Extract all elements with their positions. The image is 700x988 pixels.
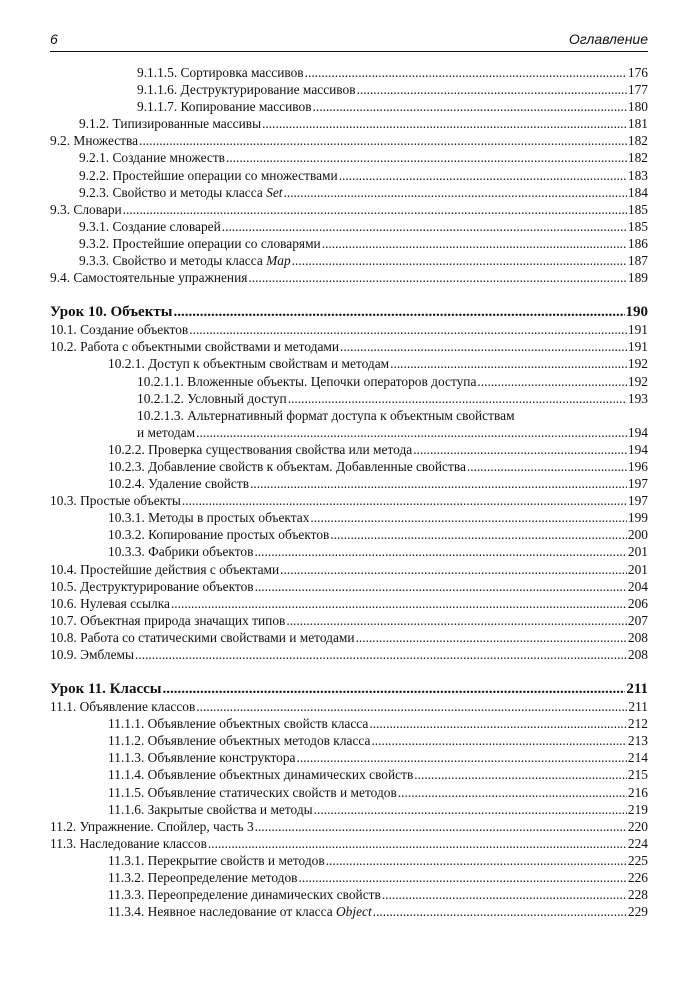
toc-page-number: 206	[627, 595, 648, 611]
toc-page-number: 225	[627, 852, 648, 868]
toc-entry-text: 9.1.1.6. Деструктурирование массивов	[137, 82, 356, 98]
toc-entry-title	[50, 492, 181, 509]
toc-entry-title	[50, 595, 170, 612]
toc-page-number: 183	[627, 167, 648, 183]
toc-page-number: 226	[627, 870, 648, 886]
toc-entry-text: 11.3.1. Перекрытие свойств и методов	[108, 852, 325, 868]
dot-leader	[286, 612, 627, 629]
toc-entry-text: 10.2.3. Добавление свойств к объектам. Добавленные свойства	[108, 458, 466, 474]
toc-chapter-entry	[50, 303, 648, 321]
toc-entry	[50, 852, 648, 869]
toc-entry-title	[108, 509, 309, 526]
toc-entry-text: 11.2. Упражнение. Спойлер, часть 3	[50, 818, 254, 834]
toc-page-number: 193	[627, 390, 648, 406]
toc-page-number: 219	[627, 801, 648, 817]
toc-entry-title	[137, 98, 312, 115]
toc-entry-text: 11.1.2. Объявление объектных методов класса	[108, 733, 371, 749]
toc-entry	[50, 201, 648, 218]
dot-leader	[182, 492, 627, 509]
toc-entry-title	[50, 612, 285, 629]
toc-entry	[50, 218, 648, 235]
toc-entry-title	[50, 269, 247, 286]
dot-leader	[326, 852, 627, 869]
toc-entry	[50, 595, 648, 612]
toc-entry-title	[108, 441, 412, 458]
toc-page-number: 192	[627, 356, 648, 372]
toc-entry-text: 11.3.3. Переопределение динамических свойств	[108, 887, 381, 903]
running-title: Оглавление	[568, 31, 648, 47]
toc-entry-title	[50, 321, 188, 338]
toc-entry-title	[50, 680, 162, 698]
dot-leader	[467, 458, 627, 475]
table-of-contents	[50, 64, 648, 920]
toc-entry-title	[50, 698, 195, 715]
toc-entry	[50, 801, 648, 818]
toc-entry	[50, 869, 648, 886]
dot-leader	[330, 526, 627, 543]
toc-entry-title	[108, 886, 381, 903]
toc-entry	[50, 98, 648, 115]
toc-entry	[50, 886, 648, 903]
toc-page-number: 211	[626, 681, 648, 698]
toc-entry	[50, 407, 648, 424]
toc-entry-title	[108, 784, 397, 801]
toc-page-number: 180	[627, 99, 648, 115]
toc-page-number: 220	[627, 818, 648, 834]
toc-entry-title	[79, 184, 282, 201]
toc-entry-title	[50, 561, 279, 578]
toc-entry-title	[108, 715, 368, 732]
toc-entry-text: 11.1.3. Объявление конструктора	[108, 750, 296, 766]
toc-page-number: 181	[627, 116, 648, 132]
toc-entry-text: 9.3. Словари	[50, 201, 122, 217]
toc-entry-text: 9.4. Самостоятельные упражнения	[50, 270, 248, 286]
toc-entry-title	[108, 749, 296, 766]
toc-page-number: 187	[627, 253, 648, 269]
toc-page-number: 185	[627, 201, 648, 217]
dot-leader	[390, 355, 627, 372]
toc-entry	[50, 818, 648, 835]
toc-entry	[50, 698, 648, 715]
toc-page-number: 176	[627, 65, 648, 80]
toc-page-number: 191	[627, 322, 648, 338]
dot-leader	[171, 595, 627, 612]
dot-leader	[292, 252, 627, 269]
toc-entry	[50, 64, 648, 81]
toc-entry-title	[50, 338, 339, 355]
toc-page-number: 194	[627, 441, 648, 457]
toc-entry-text: Урок 10. Объекты	[50, 304, 173, 321]
toc-entry	[50, 784, 648, 801]
toc-page-number: 186	[627, 235, 648, 251]
toc-entry-title	[137, 424, 195, 441]
toc-page-number: 197	[627, 476, 648, 492]
toc-entry-title	[108, 458, 466, 475]
toc-entry-title	[79, 115, 261, 132]
dot-leader	[139, 132, 627, 149]
toc-entry	[50, 732, 648, 749]
toc-page-number: 184	[627, 184, 648, 200]
toc-entry-text: 11.1.4. Объявление объектных динамических свойств	[108, 767, 414, 783]
toc-entry-text: 9.1.2. Типизированные массивы	[79, 116, 262, 132]
toc-entry-title	[79, 167, 338, 184]
dot-leader	[283, 184, 626, 201]
toc-entry	[50, 835, 648, 852]
toc-entry	[50, 509, 648, 526]
toc-entry-title	[50, 818, 254, 835]
toc-entry	[50, 561, 648, 578]
dot-leader	[163, 680, 626, 698]
toc-entry-text: 11.1. Объявление классов	[50, 699, 196, 715]
dot-leader	[314, 801, 627, 818]
dot-leader	[369, 715, 627, 732]
toc-entry-italic-text: Object	[336, 904, 372, 920]
toc-page-number: 214	[627, 750, 648, 766]
toc-entry	[50, 715, 648, 732]
toc-entry-title	[50, 629, 355, 646]
dot-leader	[254, 543, 626, 560]
page-header	[50, 31, 648, 51]
toc-entry	[50, 321, 648, 338]
toc-entry-text: 10.2.1.1. Вложенные объекты. Цепочки операторов доступа	[137, 373, 477, 389]
dot-leader	[313, 98, 627, 115]
toc-page-number: 185	[627, 218, 648, 234]
toc-entry-title	[137, 81, 356, 98]
page-number: 6	[50, 31, 58, 47]
toc-page-number: 197	[627, 493, 648, 509]
dot-leader	[255, 578, 627, 595]
toc-page-number: 182	[627, 133, 648, 149]
toc-entry	[50, 338, 648, 355]
toc-page-number: 208	[627, 629, 648, 645]
toc-entry-text: 10.2.1. Доступ к объектным свойствам и методам	[108, 356, 390, 372]
dot-leader	[255, 818, 627, 835]
toc-entry-title	[79, 149, 225, 166]
toc-entry-title	[79, 252, 291, 269]
toc-entry-text: 9.3.2. Простейшие операции со словарями	[79, 235, 321, 251]
toc-page-number: 216	[627, 784, 648, 800]
toc-page-number: 215	[627, 767, 648, 783]
toc-entry-title	[79, 235, 321, 252]
toc-entry-text: 11.3. Наследование классов	[50, 835, 207, 851]
toc-entry	[50, 132, 648, 149]
toc-entry-title	[137, 390, 287, 407]
toc-page-number: 196	[627, 458, 648, 474]
toc-page-number: 204	[627, 578, 648, 594]
dot-leader	[356, 629, 627, 646]
toc-entry-text: 10.3.3. Фабрики объектов	[108, 544, 254, 560]
toc-entry	[50, 578, 648, 595]
toc-entry-text: 10.7. Объектная природа значащих типов	[50, 612, 286, 628]
toc-entry-text: 9.2.2. Простейшие операции со множествами	[79, 167, 338, 183]
toc-entry-text: 10.9. Эмблемы	[50, 647, 135, 662]
toc-page-number: 189	[627, 270, 648, 286]
toc-entry-title	[50, 646, 134, 663]
toc-page-number: 194	[627, 424, 648, 440]
toc-entry-text: 9.1.1.5. Сортировка массивов	[137, 65, 304, 80]
dot-leader	[280, 561, 627, 578]
toc-entry-text: 10.3. Простые объекты	[50, 493, 181, 509]
toc-entry-title	[79, 218, 221, 235]
toc-entry-text: и методам	[137, 424, 196, 440]
toc-entry-italic-text: Map	[266, 253, 291, 269]
toc-entry-text: 10.2.4. Удаление свойств	[108, 476, 250, 492]
toc-entry-title	[108, 475, 249, 492]
toc-page-number: 201	[627, 544, 648, 560]
toc-entry	[50, 149, 648, 166]
toc-entry	[50, 441, 648, 458]
toc-entry	[50, 766, 648, 783]
toc-entry-title	[50, 201, 122, 218]
toc-entry-text: 9.2.3. Свойство и методы класса	[79, 184, 267, 200]
toc-entry-text: 11.1.6. Закрытые свойства и методы	[108, 801, 313, 817]
toc-entry-title	[50, 835, 207, 852]
toc-entry-title	[108, 869, 298, 886]
dot-leader	[340, 338, 627, 355]
toc-page-number: 207	[627, 612, 648, 628]
toc-entry-text: 10.6. Нулевая ссылка	[50, 595, 170, 611]
toc-entry-title	[108, 766, 413, 783]
dot-leader	[196, 698, 627, 715]
toc-page-number: 224	[627, 835, 648, 851]
dot-leader	[357, 81, 627, 98]
toc-chapter-entry	[50, 680, 648, 698]
header-rule	[50, 51, 648, 52]
toc-entry	[50, 612, 648, 629]
dot-leader	[248, 269, 626, 286]
toc-entry-italic-text: Set	[266, 184, 283, 200]
toc-page-number: 191	[627, 339, 648, 355]
dot-leader	[288, 390, 627, 407]
toc-entry	[50, 749, 648, 766]
toc-page-number: 229	[627, 904, 648, 920]
toc-entry-title	[108, 526, 329, 543]
dot-leader	[373, 903, 627, 920]
dot-leader	[339, 167, 627, 184]
dot-leader	[226, 149, 627, 166]
toc-page-number: 182	[627, 150, 648, 166]
toc-entry-text: 11.3.4. Неявное наследование от класса	[108, 904, 336, 920]
dot-leader	[196, 424, 627, 441]
dot-leader	[398, 784, 627, 801]
toc-entry-text: 10.3.1. Методы в простых объектах	[108, 510, 310, 526]
toc-entry	[50, 492, 648, 509]
toc-entry	[50, 81, 648, 98]
toc-entry-text: 9.1.1.7. Копирование массивов	[137, 99, 312, 115]
toc-entry-text: 10.2.1.3. Альтернативный формат доступа к объектным свойствам	[137, 407, 515, 423]
toc-entry-text: 10.2.2. Проверка существования свойства или метода	[108, 441, 413, 457]
dot-leader	[297, 749, 627, 766]
dot-leader	[322, 235, 627, 252]
toc-entry-title	[50, 132, 138, 149]
toc-entry-title	[108, 355, 389, 372]
toc-entry	[50, 184, 648, 201]
toc-entry-text: 10.8. Работа со статическими свойствами и методами	[50, 629, 355, 645]
toc-page-number: 212	[627, 716, 648, 732]
dot-leader	[135, 646, 627, 663]
dot-leader	[189, 321, 627, 338]
toc-entry-text: 9.3.3. Свойство и методы класса	[79, 253, 267, 269]
dot-leader	[262, 115, 627, 132]
toc-entry	[50, 526, 648, 543]
toc-entry	[50, 424, 648, 441]
toc-entry	[50, 543, 648, 560]
toc-entry-text: 9.2.1. Создание множеств	[79, 150, 226, 166]
dot-leader	[222, 218, 627, 235]
toc-page-number: 201	[627, 561, 648, 577]
toc-entry	[50, 252, 648, 269]
toc-entry	[50, 373, 648, 390]
toc-entry-text: 11.1.5. Объявление статических свойств и методов	[108, 784, 397, 800]
toc-page-number: 200	[627, 527, 648, 543]
toc-entry	[50, 235, 648, 252]
dot-leader	[477, 373, 626, 390]
toc-entry-title	[137, 373, 476, 390]
toc-entry-title	[50, 303, 172, 321]
toc-entry-text: 10.4. Простейшие действия с объектами	[50, 561, 280, 577]
toc-page-number: 228	[627, 887, 648, 903]
dot-leader	[299, 869, 627, 886]
dot-leader	[173, 303, 624, 321]
dot-leader	[414, 766, 627, 783]
toc-entry	[50, 355, 648, 372]
toc-entry-title	[108, 543, 253, 560]
toc-entry-text: 11.1.1. Объявление объектных свойств класса	[108, 716, 369, 732]
toc-page-number: 192	[627, 373, 648, 389]
toc-entry	[50, 629, 648, 646]
dot-leader	[413, 441, 627, 458]
toc-page-number: 208	[627, 647, 648, 662]
dot-leader	[305, 64, 627, 81]
toc-entry-text: 9.3.1. Создание словарей	[79, 218, 221, 234]
toc-entry-text: 10.3.2. Копирование простых объектов	[108, 527, 330, 543]
dot-leader	[310, 509, 626, 526]
toc-page-number: 211	[628, 699, 648, 715]
dot-leader	[123, 201, 627, 218]
toc-entry	[50, 390, 648, 407]
toc-entry-text: 10.2.1.2. Условный доступ	[137, 390, 287, 406]
toc-entry	[50, 646, 648, 663]
toc-entry-text: Урок 11. Классы	[50, 681, 162, 698]
toc-entry-text: 10.1. Создание объектов	[50, 322, 189, 338]
toc-entry	[50, 115, 648, 132]
toc-entry	[50, 475, 648, 492]
toc-page-number: 213	[627, 733, 648, 749]
dot-leader	[250, 475, 627, 492]
toc-entry-title	[108, 903, 372, 920]
toc-entry-text: 10.2. Работа с объектными свойствами и методами	[50, 339, 340, 355]
toc-entry-title	[108, 732, 370, 749]
toc-entry-text: 11.3.2. Переопределение методов	[108, 870, 298, 886]
toc-entry-text: 10.5. Деструктурирование объектов	[50, 578, 254, 594]
toc-page-number: 177	[627, 82, 648, 98]
toc-entry-title	[137, 64, 304, 81]
toc-entry-title	[108, 801, 313, 818]
toc-entry-text: 9.2. Множества	[50, 133, 139, 149]
toc-entry	[50, 269, 648, 286]
toc-entry-title	[137, 408, 515, 423]
toc-entry	[50, 458, 648, 475]
toc-entry-title	[50, 578, 254, 595]
dot-leader	[382, 886, 627, 903]
toc-entry	[50, 167, 648, 184]
dot-leader	[208, 835, 627, 852]
toc-entry-title	[108, 852, 325, 869]
toc-page-number: 190	[625, 304, 648, 321]
toc-entry	[50, 903, 648, 920]
toc-page-number: 199	[627, 510, 648, 526]
dot-leader	[371, 732, 626, 749]
